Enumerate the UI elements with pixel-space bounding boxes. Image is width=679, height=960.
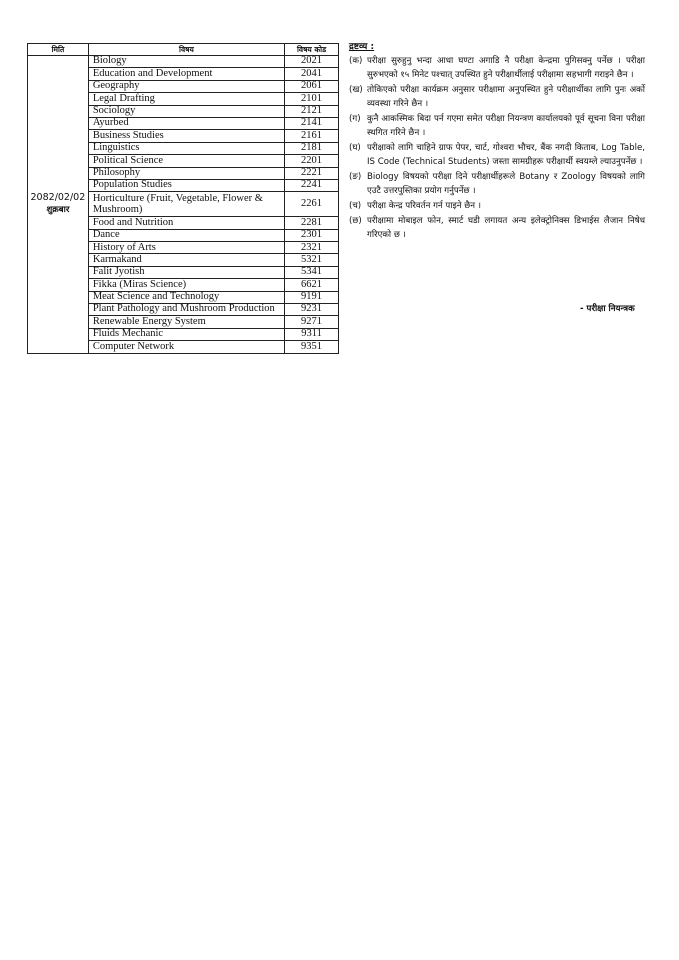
note-item xyxy=(349,54,645,82)
subject-cell: Business Studies xyxy=(88,130,284,142)
subject-cell: Karmakand xyxy=(88,254,284,266)
table-body xyxy=(28,56,339,354)
subject-code-cell: 2141 xyxy=(285,117,339,129)
note-marker: (च) xyxy=(349,201,362,211)
subject-cell: Falit Jyotish xyxy=(88,266,284,278)
notes-section xyxy=(349,40,645,243)
table-header-row xyxy=(28,44,339,56)
note-text: परीक्षा सुरुहुनु भन्दा आधा घण्टा अगाडि नै परीक्षा केन्द्रमा पुगिसक्नु पर्नेछ । परीक्षा सुरुभएको १५ मिनेट पश्चात् उपस्थित हुने परीक्षार्थीलाई परीक्षामा सहभागी गराइने छैन । xyxy=(367,56,645,80)
note-item xyxy=(349,83,645,111)
subject-code-cell: 2221 xyxy=(285,167,339,179)
subject-code-cell: 2201 xyxy=(285,155,339,167)
subject-cell: Education and Development xyxy=(88,68,284,80)
note-text: तोकिएको परीक्षा कार्यक्रम अनुसार परीक्षामा अनुपस्थित हुने परीक्षार्थीका लागि पुनः अर्को व्यवस्था गरिने छैन । xyxy=(367,85,645,109)
subject-code-cell: 9351 xyxy=(285,341,339,353)
note-marker: (ङ) xyxy=(349,172,362,182)
subject-cell: Ayurbed xyxy=(88,117,284,129)
subject-cell: Geography xyxy=(88,80,284,92)
note-item xyxy=(349,112,645,140)
subject-code-cell: 2161 xyxy=(285,130,339,142)
subject-code-cell: 2041 xyxy=(285,68,339,80)
header-date: मिति xyxy=(28,44,89,56)
subject-code-cell: 9191 xyxy=(285,291,339,303)
note-marker: (क) xyxy=(349,56,363,66)
subject-cell: Dance xyxy=(88,229,284,241)
subject-cell: Plant Pathology and Mushroom Production xyxy=(88,304,284,316)
subject-cell: Population Studies xyxy=(88,179,284,191)
note-text: Biology विषयको परीक्षा दिने परीक्षार्थीहरूले Botany र Zoology विषयको लागि एउटै उत्तरपुस्तिका प्रयोग गर्नुपर्नेछ । xyxy=(367,172,645,196)
exam-date-cell xyxy=(28,56,89,354)
header-subject: विषय xyxy=(88,44,284,56)
header-code: विषय कोड xyxy=(285,44,339,56)
subject-code-cell: 2321 xyxy=(285,242,339,254)
subject-cell: Food and Nutrition xyxy=(88,217,284,229)
note-item xyxy=(349,199,645,213)
note-marker: (घ) xyxy=(349,143,361,153)
subject-code-cell: 9231 xyxy=(285,304,339,316)
note-text: कुनै आकस्मिक बिदा पर्न गएमा समेत परीक्षा नियन्त्रण कार्यालयको पूर्व सूचना विना परीक्षा स्थगित गरिने छैन । xyxy=(367,114,645,138)
subject-code-cell: 2241 xyxy=(285,179,339,191)
note-item xyxy=(349,141,645,169)
note-text: परीक्षामा मोबाइल फोन, स्मार्ट घडी लगायत अन्य इलेक्ट्रोनिक्स डिभाईस लैजान निषेध गरिएको छ । xyxy=(367,216,645,240)
table-row xyxy=(28,56,339,68)
note-text: परीक्षाको लागि चाहिने ग्राफ पेपर, चार्ट, गोश्वरा भौचर, बैंक नगदी किताब, Log Table, IS Code (Technical Students) जस्ता सामग्रीहरू परीक्षार्थी स्वयम्ले ल्याउनुपर्नेछ । xyxy=(367,143,645,167)
subject-code-cell: 2281 xyxy=(285,217,339,229)
subject-cell: Fluids Mechanic xyxy=(88,328,284,340)
note-item xyxy=(349,170,645,198)
subject-cell: Horticulture (Fruit, Vegetable, Flower & Mushroom) xyxy=(88,192,284,217)
notes-title: द्रष्टव्य : xyxy=(349,42,375,52)
subject-cell: Political Science xyxy=(88,155,284,167)
note-marker: (ख) xyxy=(349,85,363,95)
signature-controller: - परीक्षा नियन्त्रक xyxy=(580,304,635,314)
notes-list xyxy=(349,54,645,242)
exam-date: 2082/02/02 xyxy=(30,192,86,204)
subject-code-cell: 9311 xyxy=(285,328,339,340)
note-text: परीक्षा केन्द्र परिवर्तन गर्न पाइने छैन । xyxy=(367,201,482,211)
subject-code-cell: 2061 xyxy=(285,80,339,92)
subject-code-cell: 2301 xyxy=(285,229,339,241)
subject-cell: Biology xyxy=(88,56,284,68)
subject-cell: Fikka (Miras Science) xyxy=(88,279,284,291)
note-marker: (ग) xyxy=(349,114,361,124)
subject-code-cell: 6621 xyxy=(285,279,339,291)
subject-code-cell: 2101 xyxy=(285,93,339,105)
subject-code-cell: 2121 xyxy=(285,105,339,117)
subject-code-cell: 9271 xyxy=(285,316,339,328)
subject-cell: History of Arts xyxy=(88,242,284,254)
note-item xyxy=(349,214,645,242)
subject-cell: Meat Science and Technology xyxy=(88,291,284,303)
subject-code-cell: 5341 xyxy=(285,266,339,278)
subject-cell: Sociology xyxy=(88,105,284,117)
subject-cell: Linguistics xyxy=(88,142,284,154)
subject-code-cell: 2181 xyxy=(285,142,339,154)
subject-code-cell: 2261 xyxy=(285,192,339,217)
subject-cell: Renewable Energy System xyxy=(88,316,284,328)
exam-schedule-table xyxy=(27,43,339,354)
note-marker: (छ) xyxy=(349,216,362,226)
subject-code-cell: 5321 xyxy=(285,254,339,266)
subject-cell: Philosophy xyxy=(88,167,284,179)
subject-code-cell: 2021 xyxy=(285,56,339,68)
exam-day: शुक्रबार xyxy=(46,205,70,216)
subject-cell: Computer Network xyxy=(88,341,284,353)
subject-cell: Legal Drafting xyxy=(88,93,284,105)
